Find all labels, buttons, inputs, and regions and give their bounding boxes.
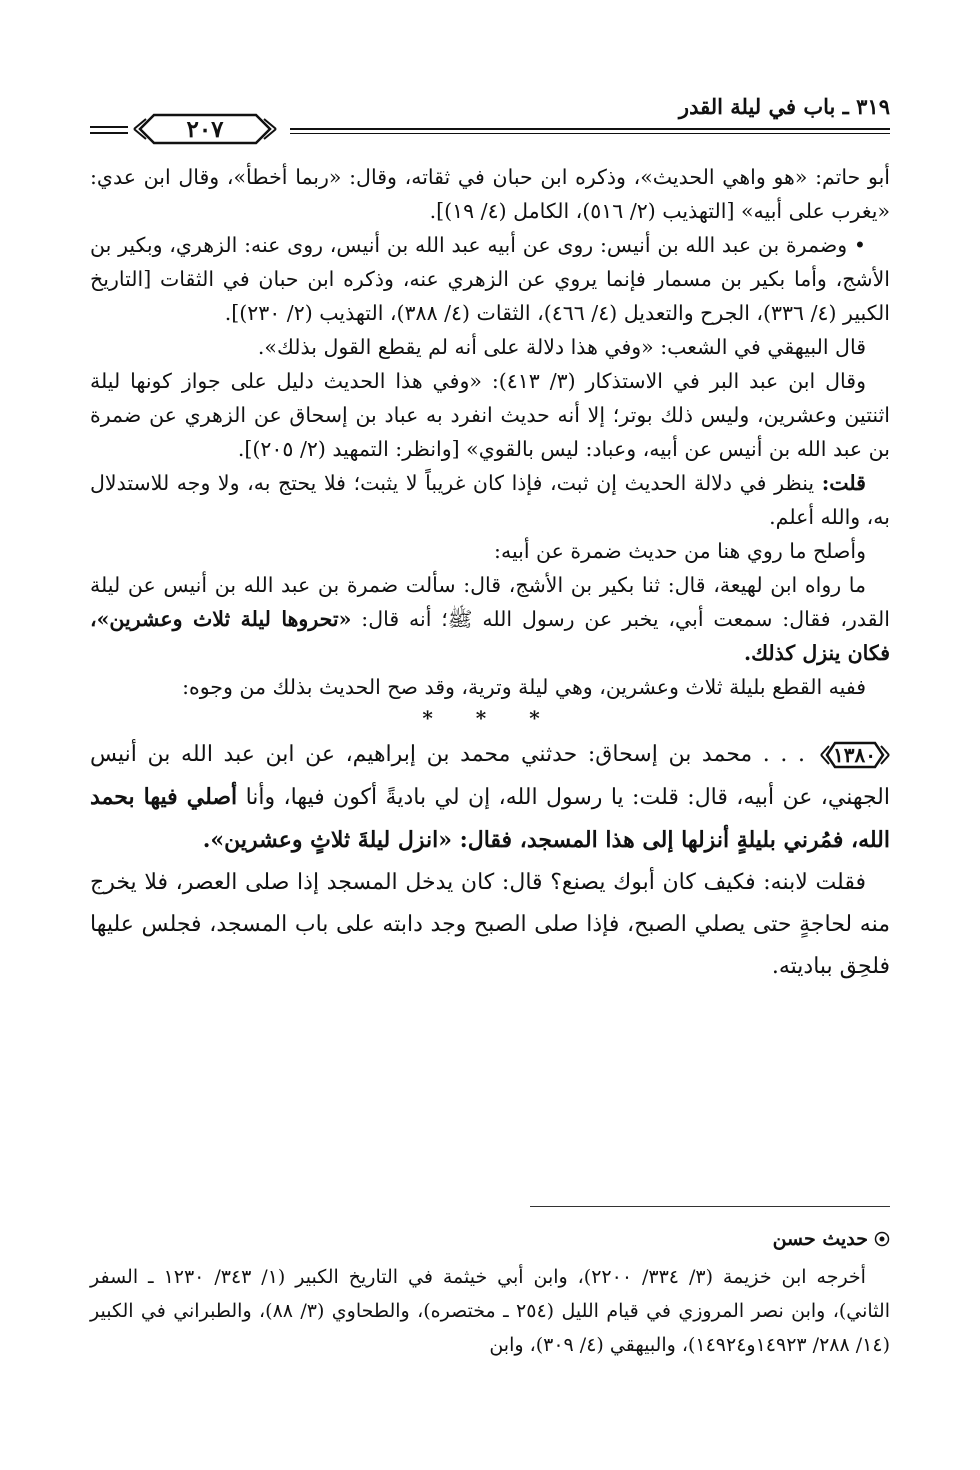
footnote [90,1222,890,1362]
page-header [90,90,890,143]
paragraph: قال البيهقي في الشعب: «وفي هذا دلالة على أنه لم يقطع القول بذلك». [257,335,866,359]
hadith-text: فقلت لابنه: فكيف كان أبوك يصنع؟ قال: كان يدخل المسجد إذا صلى العصر، فلا يخرج منه لحاجةٍ حتى يصلي الصبح، فإذا صلى الصبح وجد دابته على باب المسجد، فجلس عليها فلحِق بباديته. [90,870,890,979]
header-rule [90,132,128,134]
paragraph: وقال ابن عبد البر في الاستذكار (٣/ ٤١٣): «وفي هذا الحديث دليل على جواز كونها ليلة اثنتين وعشرين، وليس ذلك بوتر؛ إلا أنه حديث انفرد به عباد بن إسحاق عن الزهري عن ضمرة بن عبد الله بن أنيس عن أبيه، وعباد: ليس بالقوي» [وانظر: التمهيد (٢/ ٢٠٥)]. [90,369,890,461]
prophetic-text: «تحروها ليلة ثلاث وعشرين»، فكان ينزل كذلك. [90,607,890,665]
hadith-grade-text: حديث حسن [772,1228,868,1250]
hadith-number: ١٣٨٠ [833,743,876,767]
paragraph: وأصلح ما روي هنا من حديث ضمرة عن أبيه: [494,539,866,563]
hadith-entry [90,734,890,988]
paragraph: أبو حاتم: «هو واهي الحديث»، وذكره ابن حبان في ثقاته، وقال: «ربما أخطأ»، وقال ابن عدي: «يغرب على أبيه» [التهذيب (٢/ ٥١٦)، الكامل (٤/ ١٩)]. [90,165,890,223]
section-divider: * * * [422,706,558,730]
paragraph [90,466,890,534]
narration-text: ما رواه ابن لهيعة، قال: ثنا بكير بن الأشج، قال: سألت ضمرة بن عبد الله بن أنيس عن ليلة القدر، فقال: سمعت أبي، يخبر عن رسول الله ﷺ؛ أنه قال: [90,573,890,631]
page-number: ٢٠٧ [186,116,224,143]
header-rule [290,133,890,134]
author-remark-label: قلت: [821,471,866,495]
grade-flower-icon [874,1231,890,1247]
hadith-text [90,734,890,862]
narrator-entry: • وضمرة بن عبد الله بن أنيس: روى عن أبيه عبد الله بن أنيس، روى عنه: الزهري، وبكير بن الأشج، وأما بكير بن مسمار فإنما يروي عن الزهري عنه، وذكره ابن حبان في الثقات [التاريخ الكبير (٤/ ٣٣٦)، الجرح والتعديل (٤/ ٤٦٦)، الثقات (٤/ ٣٨٨)، التهذيب (٢/ ٢٣٠)]. [90,233,890,325]
footnote-separator [530,1206,890,1207]
page-number-badge [130,110,280,148]
header-rule [90,126,128,128]
main-text [90,160,890,988]
paragraph: ففيه القطع بليلة ثلاث وعشرين، وهي ليلة وترية، وقد صح الحديث بذلك من وجوه: [182,675,866,699]
author-remark: ينظر في دلالة الحديث إن ثبت، فإذا كان غريباً لا يثبت؛ فلا يحتج به، ولا وجه للاستدلال به، والله أعلم. [90,471,890,529]
hadith-grade [90,1222,890,1256]
hadith-number-badge [819,740,890,770]
takhrij-text: أخرجه ابن خزيمة (٣/ ٣٣٤/ ٢٢٠٠)، وابن أبي خيثمة في التاريخ الكبير (١/ ٣٤٣/ ١٢٣٠ ـ السفر الثاني)، وابن نصر المروزي في قيام الليل (٢٥٤ ـ مختصره)، والطحاوي (٣/ ٨٨)، والطبراني في الكبير (١٤/ ٢٨٨/ ١٤٩٢٣و١٤٩٢٤)، والبيهقي (٤/ ٣٠٩)، وابن [90,1266,890,1356]
paragraph [90,568,890,670]
header-rule [290,128,890,130]
hadith-matn: أصلي فيها بحمد الله، فمُرني بليلةٍ أنزلها إلى هذا المسجد، فقال: «انزل ليلةَ ثلاثٍ وعشرين». [90,784,890,853]
hadith-isnad: . . . محمد بن إسحاق: حدثني محمد بن إبراهيم، عن ابن عبد الله بن أنيس الجهني، عن أبيه، قال: قلت: يا رسول الله، إن لي باديةً أكون فيها، وأنا [90,742,890,810]
running-title: ٣١٩ ـ باب في ليلة القدر [678,94,890,119]
